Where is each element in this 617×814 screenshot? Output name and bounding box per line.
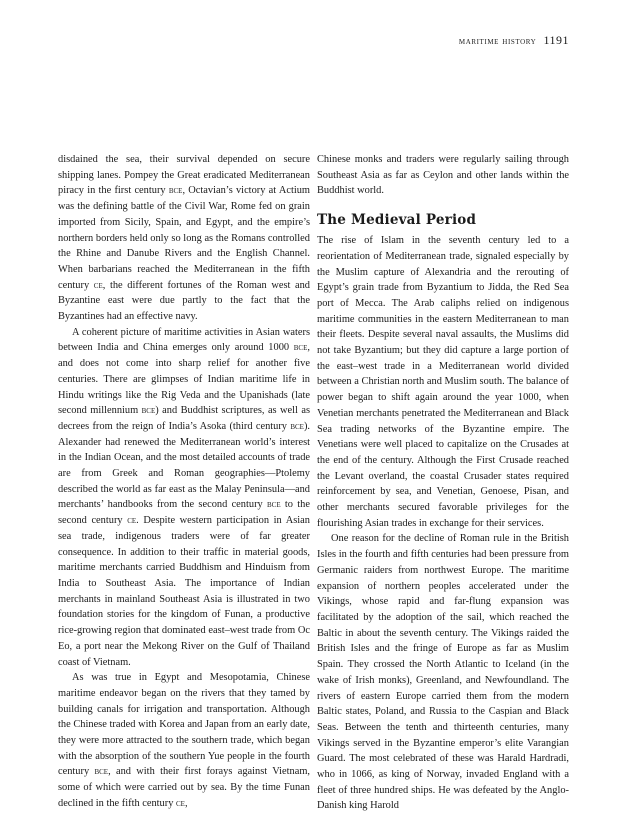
section-title: maritime history — [458, 36, 537, 47]
running-header — [459, 33, 569, 48]
paragraph-asian-waters: A coherent picture of maritime activities in Asian waters between India and China emerges only around 1000 bce, and does not come into sharp relief for another five centuries. There are glimpses of Indian maritime life in Hindu writings like the Rig Veda and the Upanishads (late second millennium bce) and Buddhist scriptures, as well as decrees from the reign of India’s Asoka (third century bce). Alexander had renewed the Mediterranean world’s interest in the Indian Ocean, and the most detailed accounts of trade are from Greek and Roman geographies—Ptolemy described the world as far east as the Malay Peninsula—and merchants’ handbooks from the second century bce to the second century ce. Despite western participation in Asian sea trade, indigenous traders were of far greater consequence. In addition to their traffic in material goods, maritime merchants carried Buddhism and Hinduism from India to Southeast Asia. The importance of Indian merchants in mainland Southeast Asia is illustrated in two foundation stories for the kingdom of Funan, a productive rice-growing region that dominated east–west trade from Oc Eo, a port near the Mekong River on the Gulf of Thailand coast of Vietnam. — [58, 326, 310, 668]
section-heading-medieval: The Medieval Period — [317, 212, 477, 229]
paragraph-chinese-monks: Chinese monks and traders were regularly sailing through Southeast Asia as far as Ceylon and other lands within the Buddhist world. — [317, 154, 569, 197]
right-column — [317, 152, 569, 814]
paragraph-rise-of-islam: The rise of Islam in the seventh century led to a reorientation of Mediterranean trade, signaled especially by the Muslim capture of Alexandria and the rerouting of Egypt’s grain trade from Byzantium to Jidda, the Red Sea port of Mecca. The Arab caliphs relied on indigenous maritime communities in the eastern Mediterranean to man their fleets. Despite several naval assaults, the Muslims did not take Byzantium; but they did capture a large portion of the east–west trade in a Mediterranean world divided between a Christian north and Muslim south. The balance of power began to shift again around the year 1000, when Venetian merchants penetrated the Mediterranean and Black Sea trading networks of the Byzantine empire. The Venetians were well placed to capitalize on the Crusades at the end of the century. Although the First Crusade reached the Levant overland, the coastal Crusader states required reinforcement by sea, and Venetian, Genoese, Pisan, and other merchants secured favorable privileges for the flourishing Asian trades in exchange for their services. — [317, 235, 569, 529]
paragraph-vikings: One reason for the decline of Roman rule in the British Isles in the fourth and fifth centuries had been pressure from Germanic raiders from northwest Europe. The maritime expansion of northern peoples accelerated under the Vikings, whose rapid and far-flung expansion was facilitated by the adoption of the sail, which reached the Baltic in about the seventh century. The Vikings raided the British Isles and the fringe of Europe as far as Muslim Spain. They crossed the North Atlantic to Iceland (in the wake of Irish monks), Greenland, and Newfoundland. The rivers of eastern Europe carried them from the modern Baltic states, Poland, and Russia to the Caspian and Black Seas. Between the tenth and thirteenth centuries, many Vikings served in the Byzantine emperor’s elite Varangian Guard. The most celebrated of these was Harald Hardradi, who in 1066, as king of Norway, invaded England with a fleet of three hundred ships. He was defeated by the Anglo-Danish king Harold — [317, 533, 569, 812]
left-column — [58, 152, 310, 812]
paragraph-chinese-maritime: As was true in Egypt and Mesopotamia, Chinese maritime endeavor began on the rivers that they tamed by building canals for irrigation and transportation. Although the Chinese traded with Korea and Japan from an early date, they were more attracted to the southern trade, which began with the absorption of the southern Yue people in the fourth century bce, and with their first forays against Vietnam, some of which were carried out by sea. By the time Funan declined in the fifth century ce, — [58, 672, 310, 809]
page-number: 1191 — [543, 33, 569, 47]
paragraph-roman-navy: disdained the sea, their survival depended on secure shipping lanes. Pompey the Great eradicated Mediterranean piracy in the first century bce, Octavian’s victory at Actium was the defining battle of the Civil War, Rome fed on grain imported from Sicily, Spain, and Egypt, and the empire’s northern borders held only so long as the Romans controlled the Rhine and Danube Rivers and the English Channel. When barbarians reached the Mediterranean in the fifth century ce, the different fortunes of the Roman west and Byzantine east were due partly to the fact that the Byzantines had an effective navy. — [58, 154, 310, 323]
